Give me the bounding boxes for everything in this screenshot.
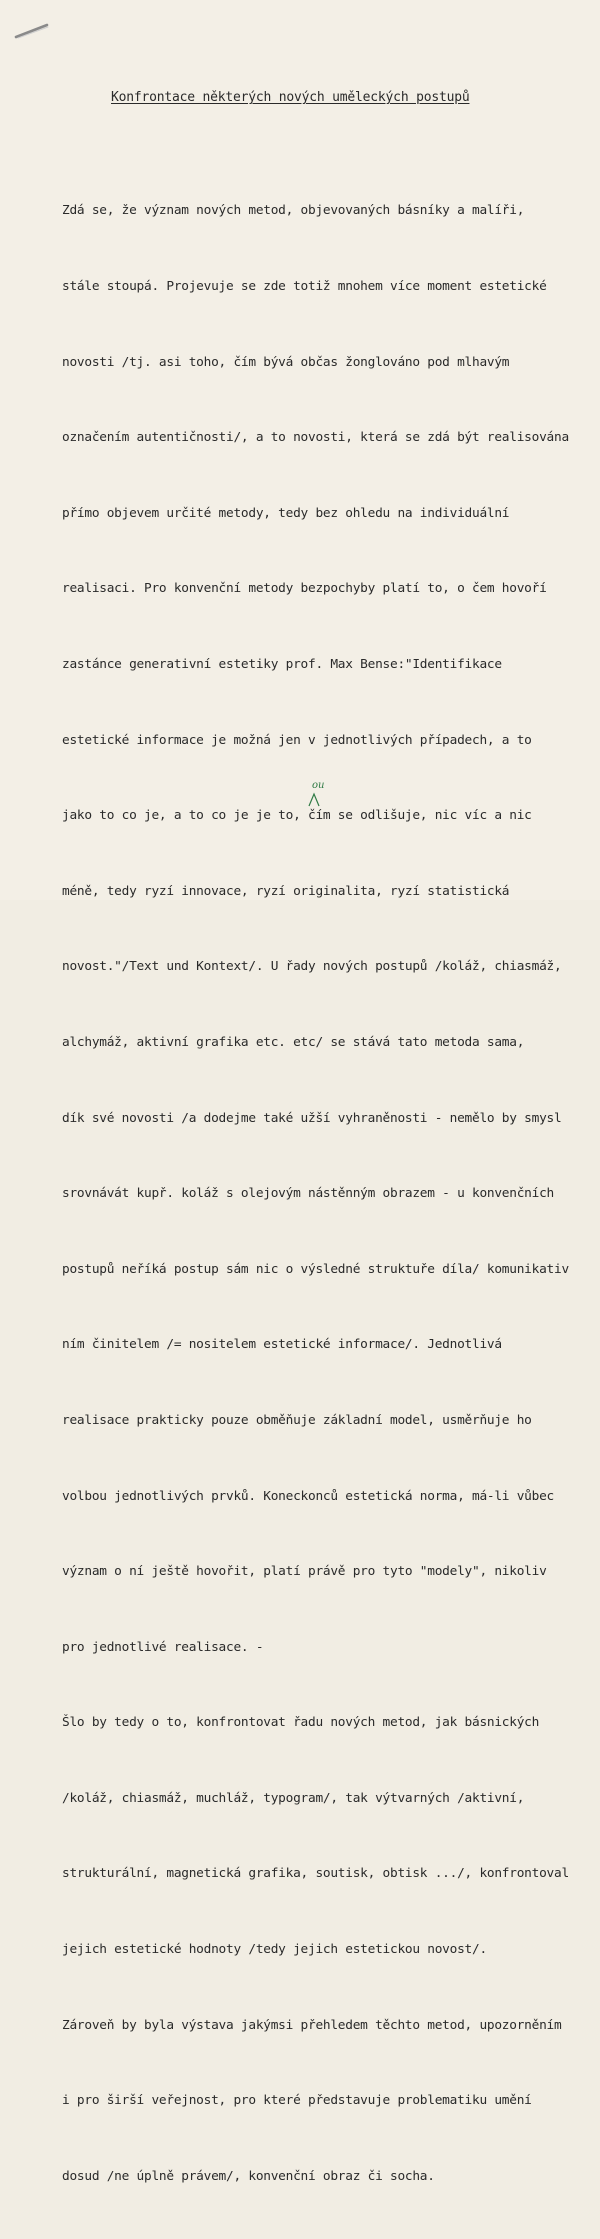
insertion-mark-icon <box>306 788 326 808</box>
text-line: realisace prakticky pouze obměňuje základní model, usměrňuje ho <box>62 1412 532 1428</box>
text-line: Šlo by tedy o to, konfrontovat řadu nových metod, jak básnických <box>62 1715 540 1731</box>
document-title: Konfrontace některých nových uměleckých postupů <box>111 90 470 105</box>
text-line: realisaci. Pro konvenční metody bezpochyby platí to, o čem hovoří <box>62 581 547 597</box>
document-body <box>62 148 600 2239</box>
text-line: estetické informace je možná jen v jednotlivých případech, a to <box>62 732 532 748</box>
text-line: význam o ní ještě hovořit, platí právě pro tyto "modely", nikoliv <box>62 1564 547 1580</box>
text-line: postupů neříká postup sám nic o výsledné struktuře díla/ komunikativ <box>62 1261 569 1277</box>
paperclip-icon <box>14 22 50 40</box>
handwritten-correction: ou <box>312 780 325 791</box>
text-line: srovnávát kupř. koláž s olejovým nástěnným obrazem - u konvenčních <box>62 1186 554 1202</box>
text-line: dík své novosti /a dodejme také užší vyhraněnosti - nemělo by smysl <box>62 1110 562 1126</box>
text-line: ním činitelem /= nositelem estetické informace/. Jednotlivá <box>62 1337 502 1353</box>
text-line: Zároveň by byla výstava jakýmsi přehledem těchto metod, upozorněním <box>62 2017 562 2033</box>
text-line: Zdá se, že význam nových metod, objevovaných básníky a malíři, <box>62 203 525 219</box>
text-line: zastánce generativní estetiky prof. Max Bense:"Identifikace <box>62 656 502 672</box>
text-line: označením autentičnosti/, a to novosti, která se zdá být realisována <box>62 430 569 446</box>
text-line: stále stoupá. Projevuje se zde totiž mnohem více moment estetické <box>62 279 547 294</box>
text-line: /koláž, chiasmáž, muchláž, typogram/, tak výtvarných /aktivní, <box>62 1790 525 1806</box>
text-line: strukturální, magnetická grafika, soutisk, obtisk .../, konfrontoval <box>62 1866 569 1882</box>
text-line: pro jednotlivé realisace. - <box>62 1639 264 1655</box>
text-line: jako to co je, a to co je je to, čím se odlišuje, nic víc a nic <box>62 808 532 824</box>
text-line: novosti /tj. asi toho, čím bývá občas žonglováno pod mlhavým <box>62 354 510 370</box>
text-line: méně, tedy ryzí innovace, ryzí originalita, ryzí statistická <box>62 883 510 899</box>
text-line: volbou jednotlivých prvků. Koneckonců estetická norma, má-li vůbec <box>62 1488 554 1504</box>
text-line: novost."/Text und Kontext/. U řady nových postupů /koláž, chiasmáž, <box>62 959 562 975</box>
text-line: jejich estetické hodnoty /tedy jejich estetickou novost/. <box>62 1942 487 1958</box>
text-line: i pro širší veřejnost, pro které představuje problematiku umění <box>62 2093 532 2109</box>
text-line: dosud /ne úplně právem/, konvenční obraz či socha. <box>62 2168 435 2184</box>
text-line: alchymáž, aktivní grafika etc. etc/ se stává tato metoda sama, <box>62 1034 525 1050</box>
text-line: přímo objevem určité metody, tedy bez ohledu na individuální <box>62 505 510 521</box>
